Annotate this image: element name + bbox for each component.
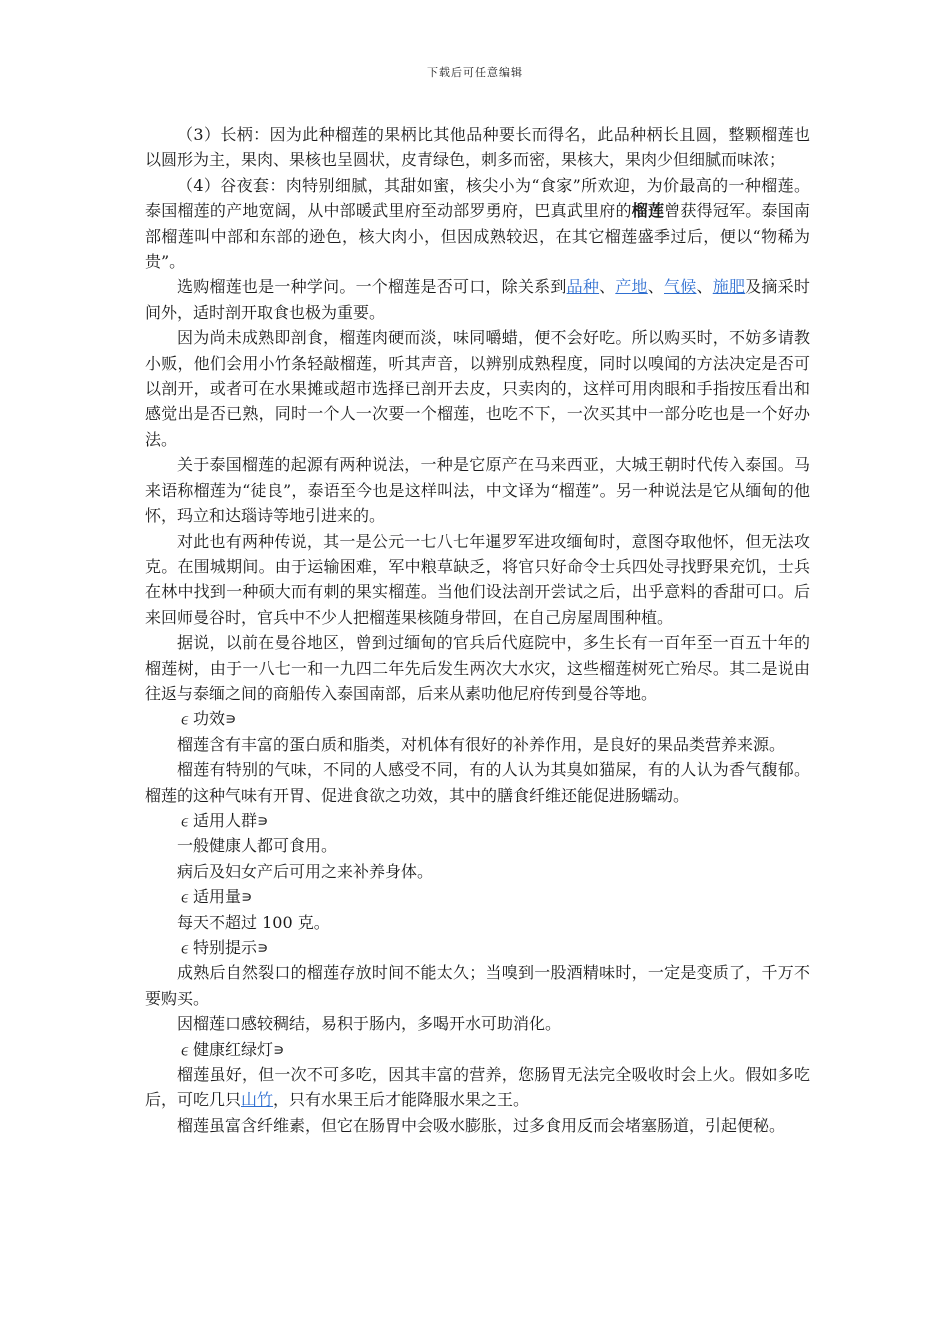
paragraph-nutrition: 榴莲含有丰富的蛋白质和脂类，对机体有很好的补养作用，是良好的果品类营养来源。: [177, 734, 786, 754]
paragraph-mangosteen: [145, 1062, 810, 1113]
paragraph-smell: 榴莲有特别的气味，不同的人感受不同，有的人认为其臭如猫屎，有的人认为香气馥郁。榴莲的这种气味有开胃、促进食欲之功效，其中的膳食纤维还能促进肠蠕动。: [145, 760, 810, 805]
section-heading-special-tips: ∊特别提示∍: [177, 938, 269, 957]
separator: 、: [647, 277, 665, 297]
separator: 、: [696, 277, 713, 297]
paragraph-spoiled-warning: 成熟后自然裂口的榴莲存放时间不能太久；当嗅到一股酒精味时，一定是变质了，千万不要购买。: [145, 963, 810, 1008]
section-heading-amount: ∊适用量∍: [177, 887, 253, 907]
bold-durian-term: 榴莲: [631, 201, 665, 221]
paragraph-digestion: 因榴莲口感较稠结，易积于肠内，多喝开水可助消化。: [177, 1014, 562, 1034]
section-heading-suitable-people: ∊适用人群∍: [177, 810, 269, 830]
section-heading-efficacy: ∊功效∍: [177, 709, 237, 729]
paragraph-long-stem: （3）长柄：因为此种榴莲的果柄比其他品种要长而得名，此品种柄长且圆，整颗榴莲也以圆形为主，果肉、果核也呈圆状，皮青绿色，刺多而密，果核大，果肉少但细腻而味浓；: [145, 125, 810, 170]
paragraph-origin: 关于泰国榴莲的起源有两种说法，一种是它原产在马来西亚，大城王朝时代传入泰国。马来语称榴莲为“徒良”，泰语至今也是这样叫法，中文译为“榴莲”。另一种说法是它从缅甸的他怀，玛立和达瑙诗等地引进来的。: [145, 455, 810, 526]
text-span: ，只有水果王后才能降服水果之王。: [273, 1090, 530, 1110]
separator: 、: [599, 277, 616, 297]
paragraph-selection: [145, 274, 810, 325]
page-header: 下载后可任意编辑: [427, 66, 523, 79]
paragraph-daily-amount: 每天不超过 100 克。: [177, 912, 330, 932]
link-fertilizer[interactable]: 施肥: [712, 277, 746, 297]
text-span: 曾获得冠军。泰国南部榴莲叫中部和东部的逊色，核大肉小，但因成熟较迟，在其它榴莲盛季过后，便以“物稀为贵”。: [145, 201, 810, 272]
link-variety[interactable]: 品种: [566, 277, 600, 297]
link-mangosteen[interactable]: 山竹: [241, 1090, 274, 1110]
text-span: 选购榴莲也是一种学问。一个榴莲是否可口，除关系到: [177, 277, 567, 297]
section-heading-health-lights: ∊健康红绿灯∍: [177, 1039, 285, 1059]
paragraph-legend: 对此也有两种传说，其一是公元一七八七年暹罗军进攻缅甸时，意图夺取他怀，但无法攻克。在围城期间。由于运输困难，军中粮草缺乏，将官只好命令士兵四处寻找野果充饥，士兵在林中找到一种硕大而有刺的果实榴莲。当他们设法剖开尝试之后，出乎意料的香甜可口。后来回师曼谷时，官兵中不少人把榴莲果核随身带回，在自己房屋周围种植。: [145, 531, 810, 627]
link-origin[interactable]: 产地: [615, 277, 648, 297]
paragraph-healthy-people: 一般健康人都可食用。: [177, 836, 338, 856]
text-span: （4）谷夜套：肉特别细腻，其甜如蜜，核尖小为“食家”所欢迎，为价最高的一种榴莲。泰国榴莲的产地宽阔，从中部暖武里府至动部罗勇府，巴真武里府的: [145, 175, 810, 221]
text-span: 及摘采时间外，适时剖开取食也极为重要。: [145, 277, 810, 322]
link-climate[interactable]: 气候: [664, 277, 697, 297]
paragraph-history: 据说，以前在曼谷地区，曾到过缅甸的官兵后代庭院中，多生长有一百年至一百五十年的榴莲树，由于一八七一和一九四二年先后发生两次大水灾，这些榴莲树死亡殆尽。其二是说由往返与泰缅之间的商船传入泰国南部，后来从素叻他尼府传到曼谷等地。: [145, 633, 810, 703]
text-span: 榴莲虽好，但一次不可多吃，因其丰富的营养，您肠胃无法完全吸收时会上火。假如多吃后，可吃几只: [145, 1065, 810, 1110]
paragraph-postpartum: 病后及妇女产后可用之来补养身体。: [177, 861, 434, 881]
paragraph-ripeness: 因为尚未成熟即剖食，榴莲肉硬而淡，味同嚼蜡，便不会好吃。所以购买时，不妨多请教小贩，他们会用小竹条轻敲榴莲，听其声音，以辨别成熟程度，同时以嗅闻的方法决定是否可以剖开，或者可在水果摊或超市选择已剖开去皮，只卖肉的，这样可用肉眼和手指按压看出和感觉出是否已熟，同时一个人一次要一个榴莲，也吃不下，一次买其中一部分吃也是一个好办法。: [145, 328, 810, 449]
paragraph-constipation: 榴莲虽富含纤维素，但它在肠胃中会吸水膨胀，过多食用反而会堵塞肠道，引起便秘。: [177, 1115, 786, 1135]
document-body: [145, 122, 810, 1138]
paragraph-gu-ye-tao: [145, 173, 810, 275]
